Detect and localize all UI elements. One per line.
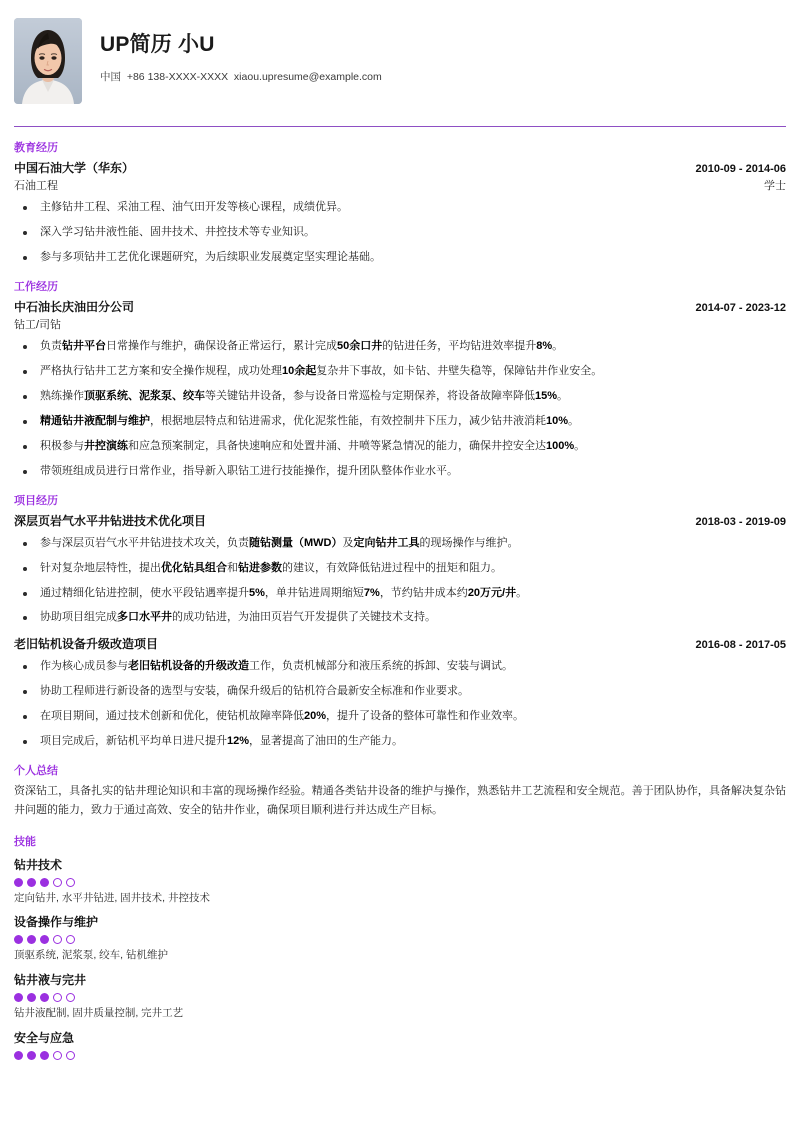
skill-item <box>14 1029 786 1060</box>
skill-name: 钻井技术 <box>14 857 63 872</box>
bullet-emphasis: 井控演练 <box>84 439 128 452</box>
bullet-text: 协助项目组完成 <box>40 611 117 624</box>
rating-dot-filled <box>14 1051 23 1060</box>
bullet-text: 复杂井下事故，如卡钻、井壁失稳等，保障钻井作业安全。 <box>316 364 603 377</box>
skill-name: 设备操作与维护 <box>14 915 99 930</box>
bullet-text: ，节约钻井成本约 <box>379 586 468 599</box>
rating-dot-filled <box>27 1051 36 1060</box>
bullet-text: ，根据地层特点和钻进需求，优化泥浆性能，有效控制井下压力，减少钻井液消耗 <box>150 414 546 427</box>
bullet-text: ，显著提高了油田的生产能力。 <box>249 735 404 748</box>
section-title-skills: 技能 <box>14 835 36 848</box>
bullet-text: 主修钻井工程、采油工程、油气田开发等核心课程，成绩优异。 <box>40 201 348 214</box>
entry-date-range: 2010-09 - 2014-06 <box>695 163 786 175</box>
bullet-emphasis: 多口水平井 <box>117 611 172 624</box>
entry-header-row <box>14 635 786 654</box>
bullet-text: 参与多项钻井工艺优化课题研究，为后续职业发展奠定坚实理论基础。 <box>40 250 381 263</box>
bullet-emphasis: 定向钻井工具 <box>353 536 420 549</box>
bullet-text: 。 <box>552 340 564 352</box>
bullet-emphasis: 50余口井 <box>337 340 383 352</box>
contact-line: 中国 +86 138-XXXX-XXXX xiaou.upresume@example.com <box>100 71 382 84</box>
entry-header-row <box>14 512 786 531</box>
rating-dot-empty <box>53 878 62 887</box>
rating-dot-empty <box>53 993 62 1002</box>
bullet-text: 。 <box>516 586 528 599</box>
skill-keywords: 钻井液配制, 固井质量控制, 完井工艺 <box>14 1007 184 1020</box>
bullet-text: 项目完成后，新钻机平均单日进尺提升 <box>40 735 227 748</box>
bullet-text: 的现场操作与维护。 <box>419 536 519 549</box>
bullet-emphasis: 20% <box>304 710 327 723</box>
section-title-summary: 个人总结 <box>14 765 58 778</box>
rating-dot-filled <box>14 878 23 887</box>
bullet-emphasis: 顶驱系统、泥浆泵、绞车 <box>84 389 205 402</box>
bullet-text: 负责 <box>40 340 62 352</box>
bullet-text: 。 <box>557 389 569 402</box>
bullet-emphasis: 10余起 <box>282 364 317 377</box>
bullet-text: 和 <box>227 561 238 574</box>
bullet-text: 针对复杂地层特性，提出 <box>40 561 161 574</box>
bullet-emphasis: 8% <box>536 340 553 352</box>
entry-header-row <box>14 159 786 178</box>
entry <box>14 298 786 480</box>
bullet-text: 熟练操作 <box>40 389 84 402</box>
entry-organization: 老旧钻机设备升级改造项目 <box>14 637 159 652</box>
bullet-text: 协助工程师进行新设备的选型与安装，确保升级后的钻机符合最新安全标准和作业要求。 <box>40 685 469 698</box>
skill-rating <box>14 993 786 1002</box>
bullet-item <box>14 734 786 750</box>
skill-keywords: 顶驱系统, 泥浆泵, 绞车, 钻机维护 <box>14 949 169 962</box>
bullet-text: 积极参与 <box>40 439 84 452</box>
header-divider <box>14 126 786 127</box>
bullet-list <box>14 536 786 627</box>
rating-dot-empty <box>53 1051 62 1060</box>
rating-dot-filled <box>27 878 36 887</box>
bullet-emphasis: 10% <box>546 414 569 427</box>
bullet-text: 的成功钻进，为油田页岩气开发提供了关键技术支持。 <box>172 611 436 624</box>
bullet-emphasis: 钻井平台 <box>62 340 106 352</box>
entry <box>14 159 786 266</box>
bullet-item <box>14 414 786 430</box>
bullet-text: 。 <box>574 439 586 452</box>
bullet-emphasis: 钻井液配制与维护 <box>62 414 150 427</box>
bullet-text: 深入学习钻井液性能、固井技术、井控技术等专业知识。 <box>40 226 315 239</box>
entry-organization: 中石油长庆油田分公司 <box>14 299 135 314</box>
section-title-work: 工作经历 <box>14 280 58 293</box>
entry-subtitle: 石油工程 <box>14 180 58 193</box>
skill-rating <box>14 935 786 944</box>
entry-subtitle: 钻工/司钻 <box>14 318 62 331</box>
section-title-projects: 项目经历 <box>14 494 58 507</box>
bullet-emphasis: 钻进参数 <box>238 561 282 574</box>
entry-date-range: 2018-03 - 2019-09 <box>695 515 786 528</box>
bullet-text: 工作，负责机械部分和液压系统的拆卸、安装与调试。 <box>249 660 513 673</box>
bullet-emphasis: 5% <box>249 586 265 599</box>
bullet-text: 和应急预案制定，具备快速响应和处置井涌、井喷等紧急情况的能力，确保井控安全达 <box>128 439 546 452</box>
entry-organization: 中国石油大学（华东） <box>14 161 135 175</box>
section-education <box>14 139 786 266</box>
bullet-emphasis: 100% <box>546 439 575 452</box>
section-summary <box>14 762 786 821</box>
skill-rating <box>14 1051 786 1060</box>
resume-body <box>14 139 786 1060</box>
skill-item <box>14 971 786 1022</box>
bullet-emphasis: 随钻测量（MWD） <box>249 536 343 549</box>
section-work <box>14 278 786 480</box>
rating-dot-filled <box>40 935 49 944</box>
bullet-text: ，单井钻进周期缩短 <box>264 586 364 599</box>
bullet-item <box>14 464 786 480</box>
profile-photo <box>14 18 82 104</box>
rating-dot-filled <box>27 993 36 1002</box>
entry-header-row <box>14 298 786 317</box>
bullet-item <box>14 561 786 577</box>
rating-dot-empty <box>53 935 62 944</box>
bullet-emphasis: 老旧钻机设备的升级改造 <box>128 660 249 673</box>
skill-keywords: 定向钻井, 水平井钻进, 固井技术, 井控技术 <box>14 891 211 904</box>
bullet-list <box>14 200 786 266</box>
summary-text: 资深钻工，具备扎实的钻井理论知识和丰富的现场操作经验。精通各类钻井设备的维护与操作，熟悉钻井工艺流程和安全规范。善于团队协作，具备解决复杂钻井问题的能力，致力于通过高效、安全的钻井作业，确保项目顺利进行并达成生产目标。 <box>14 785 786 817</box>
bullet-text: 作为核心成员参与 <box>40 660 128 673</box>
skill-rating <box>14 878 786 887</box>
bullet-item <box>14 684 786 700</box>
bullet-emphasis: 精通 <box>40 414 62 427</box>
bullet-item <box>14 709 786 725</box>
rating-dot-empty <box>66 1051 75 1060</box>
rating-dot-filled <box>14 935 23 944</box>
bullet-text: 严格执行钻井工艺方案和安全操作规程，成功处理 <box>40 364 282 377</box>
page-title: UP简历 小U <box>100 33 215 56</box>
skill-name: 钻井液与完井 <box>14 973 87 988</box>
bullet-text: 带领班组成员进行日常作业，指导新入职钻工进行技能操作，提升团队整体作业水平。 <box>40 464 458 477</box>
bullet-item <box>14 659 786 675</box>
rating-dot-empty <box>66 993 75 1002</box>
bullet-emphasis: 优化钻具组合 <box>161 561 227 574</box>
bullet-item <box>14 200 786 216</box>
resume-header <box>14 0 786 104</box>
bullet-text: 在项目期间，通过技术创新和优化，使钻机故障率降低 <box>40 710 304 723</box>
skill-item <box>14 913 786 964</box>
bullet-list <box>14 659 786 750</box>
skill-item <box>14 856 786 907</box>
entry-organization: 深层页岩气水平井钻进技术优化项目 <box>14 513 207 528</box>
bullet-emphasis: 7% <box>363 586 380 599</box>
bullet-item <box>14 225 786 241</box>
entry-subtitle-row <box>14 178 786 195</box>
rating-dot-empty <box>66 878 75 887</box>
bullet-item <box>14 586 786 602</box>
entry-date-range: 2014-07 - 2023-12 <box>695 301 786 314</box>
rating-dot-filled <box>40 1051 49 1060</box>
bullet-text: 及 <box>342 536 354 549</box>
bullet-emphasis: 12% <box>227 735 250 748</box>
entry-date-range: 2016-08 - 2017-05 <box>695 639 786 652</box>
rating-dot-filled <box>40 993 49 1002</box>
bullet-item <box>14 536 786 552</box>
bullet-item <box>14 610 786 626</box>
section-projects <box>14 492 786 751</box>
entry <box>14 512 786 627</box>
bullet-list <box>14 339 786 480</box>
rating-dot-filled <box>40 878 49 887</box>
bullet-item <box>14 339 786 355</box>
bullet-text: 的建议，有效降低钻进过程中的扭矩和阻力。 <box>282 561 502 574</box>
entry-subtitle-row <box>14 317 786 334</box>
bullet-text: ，提升了设备的整体可靠性和作业效率。 <box>326 710 525 723</box>
bullet-text: 。 <box>568 414 580 427</box>
bullet-item <box>14 389 786 405</box>
section-title-education: 教育经历 <box>14 142 58 154</box>
skill-name: 安全与应急 <box>14 1030 75 1045</box>
bullet-text: 日常操作与维护，确保设备正常运行，累计完成 <box>106 340 337 352</box>
bullet-text: 等关键钻井设备，参与设备日常巡检与定期保养，将设备故障率降低 <box>205 389 535 402</box>
bullet-item <box>14 250 786 266</box>
rating-dot-filled <box>27 935 36 944</box>
bullet-text: 通过精细化钻进控制，使水平段钻遇率提升 <box>40 586 249 599</box>
bullet-emphasis: 15% <box>535 389 558 402</box>
entry <box>14 635 786 750</box>
bullet-item <box>14 364 786 380</box>
rating-dot-empty <box>66 935 75 944</box>
bullet-text: 参与深层页岩气水平井钻进技术攻关，负责 <box>40 536 249 549</box>
rating-dot-filled <box>14 993 23 1002</box>
section-skills <box>14 833 786 1060</box>
entry-subtitle-right: 学士 <box>764 180 786 193</box>
bullet-text: 的钻进任务，平均钻进效率提升 <box>382 340 537 352</box>
bullet-item <box>14 439 786 455</box>
identity-block <box>82 18 382 84</box>
bullet-emphasis: 20万元/井 <box>467 586 517 599</box>
